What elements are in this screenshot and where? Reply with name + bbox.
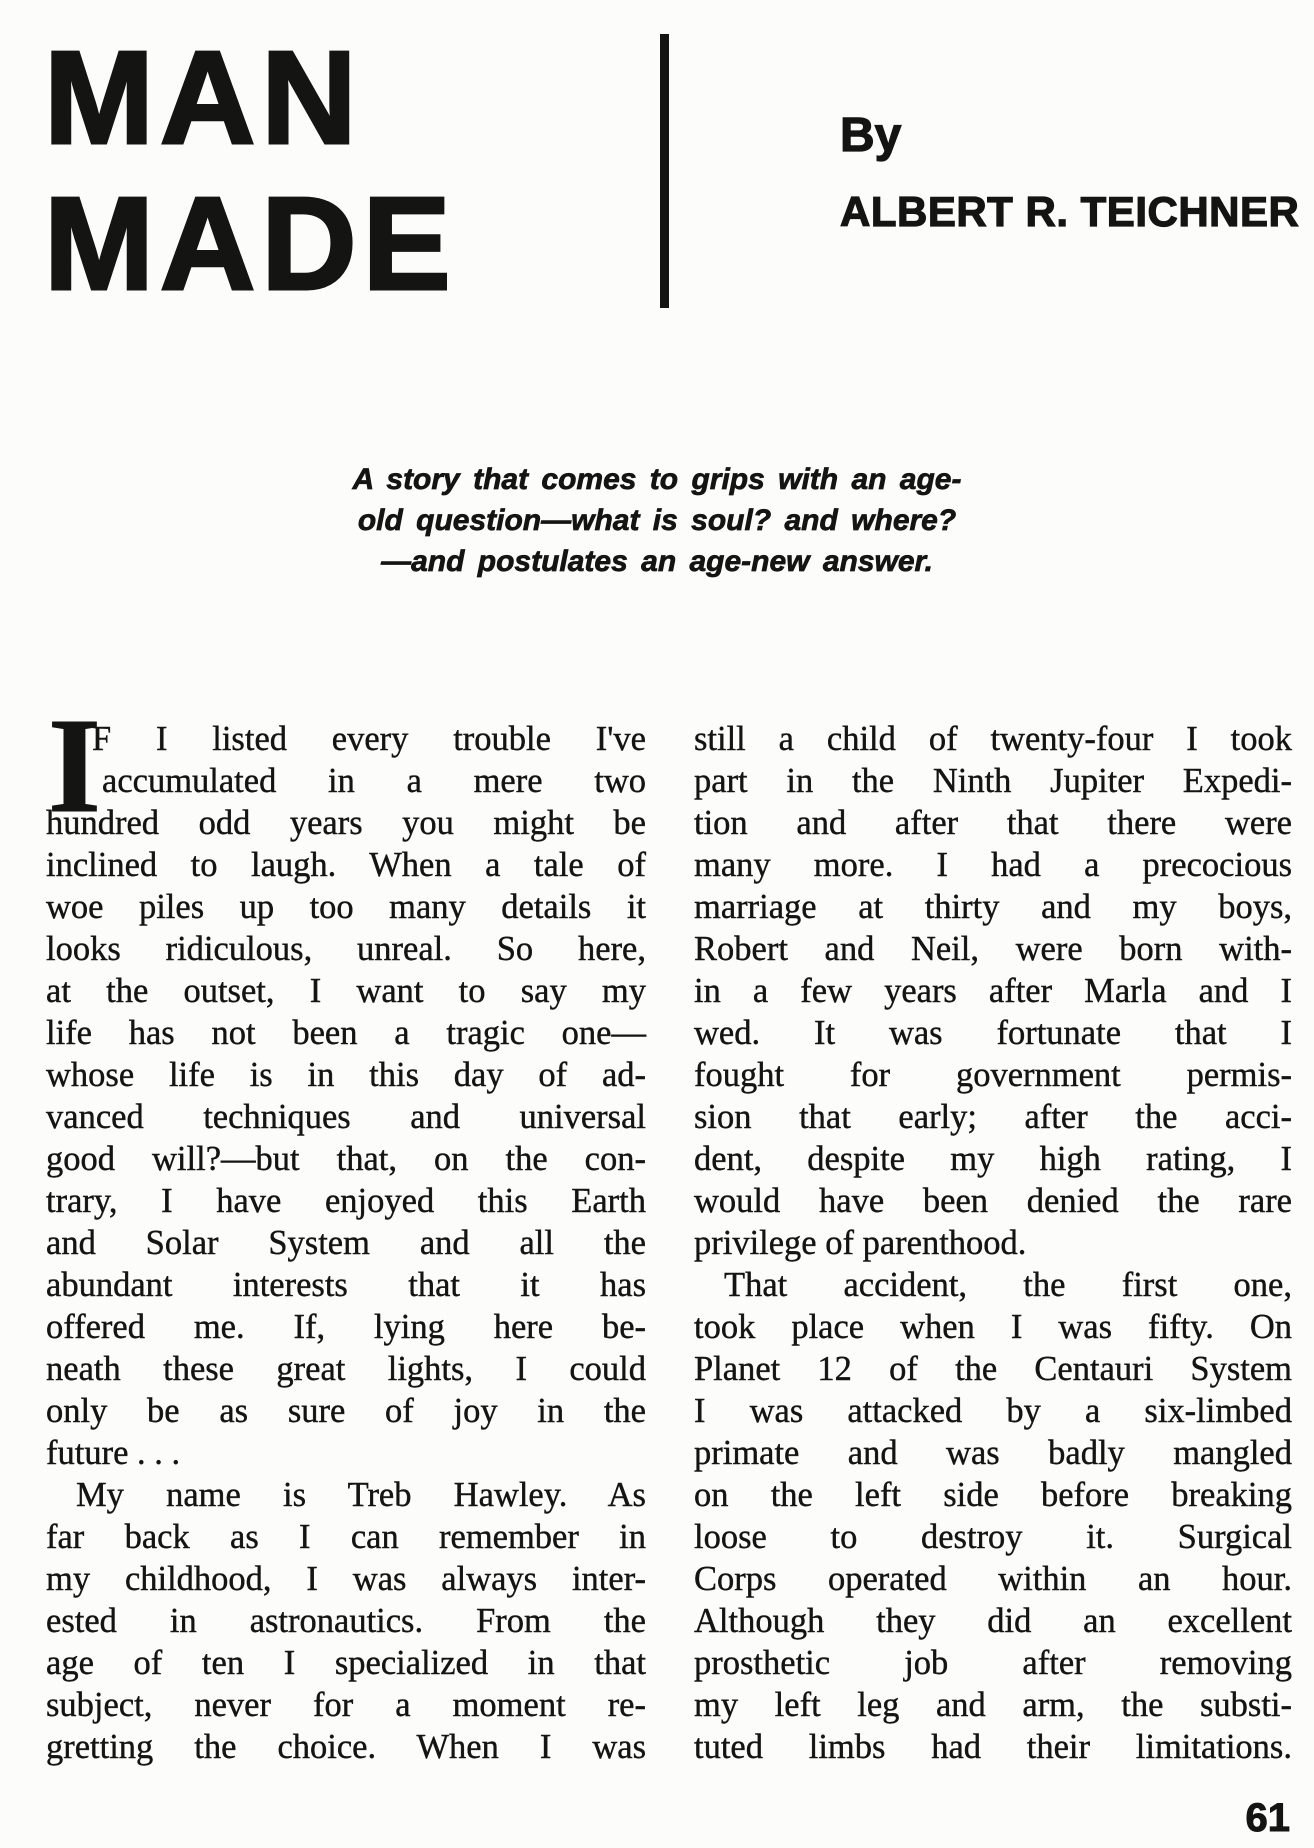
text-line: looks ridiculous, unreal. So here, — [46, 930, 646, 968]
page-number: 61 — [1245, 1796, 1290, 1840]
text-line: gretting the choice. When I was — [46, 1728, 646, 1766]
vertical-rule — [660, 34, 669, 308]
title-word-man: MAN — [44, 24, 363, 171]
text-line: trary, I have enjoyed this Earth — [46, 1182, 646, 1220]
text-line: primate and was badly mangled — [694, 1434, 1292, 1472]
story-teaser — [0, 459, 1314, 582]
text-line: only be as sure of joy in the — [46, 1392, 646, 1430]
left-column-text — [46, 718, 646, 1768]
text-line: my childhood, I was always inter- — [46, 1560, 646, 1598]
text-line: future . . . — [46, 1434, 181, 1472]
text-line: That accident, the first one, — [724, 1266, 1292, 1304]
right-column-text — [694, 718, 1292, 1768]
text-line: ested in astronautics. From the — [46, 1602, 646, 1640]
text-line: accumulated in a mere two — [102, 762, 646, 800]
text-line: loose to destroy it. Surgical — [694, 1518, 1292, 1556]
text-line: part in the Ninth Jupiter Expedi- — [694, 762, 1292, 800]
body-column-right — [694, 718, 1292, 1768]
text-line: subject, never for a moment re- — [46, 1686, 646, 1724]
byline-by: By — [840, 109, 902, 162]
text-line: offered me. If, lying here be- — [46, 1308, 646, 1346]
byline-author: ALBERT R. TEICHNER — [840, 188, 1300, 235]
text-line: good will?—but that, on the con- — [46, 1140, 646, 1178]
text-line: Robert and Neil, were born with- — [694, 930, 1292, 968]
text-line: age of ten I specialized in that — [46, 1644, 646, 1682]
text-line: would have been denied the rare — [694, 1182, 1292, 1220]
text-line: abundant interests that it has — [46, 1266, 646, 1304]
text-line: at the outset, I want to say my — [46, 972, 646, 1010]
text-line: —and postulates an age-new answer. — [381, 545, 933, 578]
body-column-left — [46, 691, 646, 1768]
story-title — [44, 25, 457, 317]
text-line: vanced techniques and universal — [46, 1098, 646, 1136]
text-line: on the left side before breaking — [694, 1476, 1292, 1514]
text-line: Planet 12 of the Centauri System — [694, 1350, 1292, 1388]
text-line: prosthetic job after removing — [694, 1644, 1292, 1682]
text-line: Corps operated within an hour. — [694, 1560, 1292, 1598]
text-line: sion that early; after the acci- — [694, 1098, 1292, 1136]
text-line: old question—what is soul? and where? — [357, 504, 957, 537]
text-line: marriage at thirty and my boys, — [694, 888, 1292, 926]
text-line: inclined to laugh. When a tale of — [46, 846, 646, 884]
text-line: fought for government permis- — [694, 1056, 1292, 1094]
text-line: my left leg and arm, the substi- — [694, 1686, 1292, 1724]
text-line: tuted limbs had their limitations. — [694, 1728, 1292, 1766]
text-line: still a child of twenty-four I took — [694, 720, 1292, 758]
text-line: hundred odd years you might be — [46, 804, 646, 842]
text-line: Although they did an excellent — [694, 1602, 1292, 1640]
text-line: F I listed every trouble I've — [92, 720, 646, 758]
text-line: many more. I had a precocious — [694, 846, 1292, 884]
text-line: tion and after that there were — [694, 804, 1292, 842]
text-line: I was attacked by a six-limbed — [694, 1392, 1292, 1430]
text-line: dent, despite my high rating, I — [694, 1140, 1292, 1178]
title-word-made: MADE — [44, 170, 457, 317]
text-line: wed. It was fortunate that I — [694, 1014, 1292, 1052]
text-line: neath these great lights, I could — [46, 1350, 646, 1388]
text-line: privilege of parenthood. — [694, 1224, 1027, 1262]
text-line: far back as I can remember in — [46, 1518, 646, 1556]
text-line: My name is Treb Hawley. As — [76, 1476, 646, 1514]
text-line: in a few years after Marla and I — [694, 972, 1292, 1010]
byline-block — [840, 109, 1300, 235]
text-line: and Solar System and all the — [46, 1224, 646, 1262]
text-line: woe piles up too many details it — [46, 888, 646, 926]
text-line: life has not been a tragic one— — [46, 1014, 646, 1052]
text-line: whose life is in this day of ad- — [46, 1056, 646, 1094]
text-line: A story that comes to grips with an age- — [352, 463, 962, 496]
text-line: took place when I was fifty. On — [694, 1308, 1292, 1346]
drop-cap-letter: I — [48, 691, 101, 841]
